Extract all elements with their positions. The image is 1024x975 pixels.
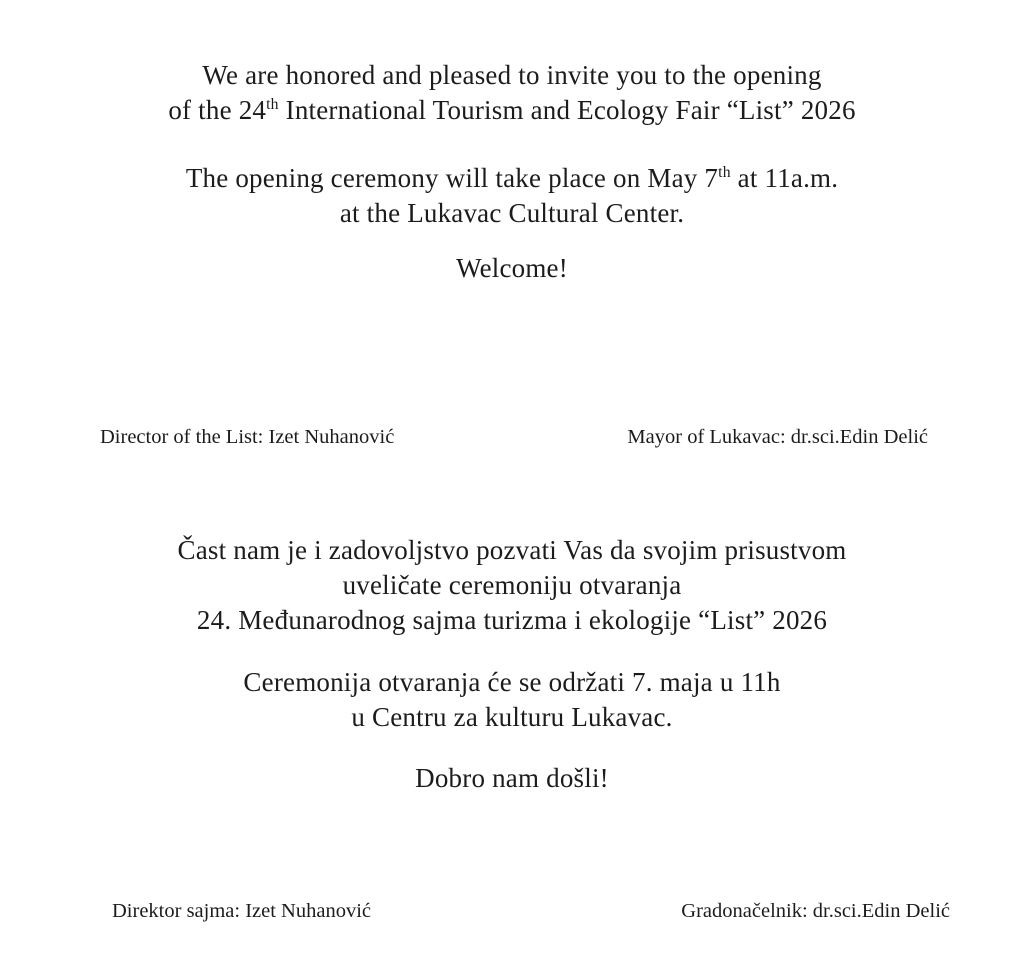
en-signature-mayor: Mayor of Lukavac: dr.sci.Edin Delić — [627, 426, 928, 448]
en-ceremony-line1 — [0, 161, 1024, 196]
en-invitation-line2-pre: of the 24 — [168, 95, 267, 125]
bs-ceremony-paragraph — [0, 665, 1024, 735]
en-welcome-text: Welcome! — [456, 253, 568, 283]
bs-ceremony-line1: Ceremonija otvaranja će se održati 7. maja u 11h — [243, 667, 781, 697]
en-ceremony-paragraph — [0, 161, 1024, 231]
bs-signature-row — [0, 898, 1024, 924]
ordinal-suffix-7th: th — [718, 164, 731, 181]
bs-welcome-text: Dobro nam došli! — [415, 763, 609, 793]
bs-invitation-line2: uveličate ceremoniju otvaranja — [342, 570, 682, 600]
ordinal-suffix-24th: th — [266, 96, 279, 113]
en-signature-director: Director of the List: Izet Nuhanović — [100, 426, 395, 448]
bs-signature-mayor: Gradonačelnik: dr.sci.Edin Delić — [681, 900, 950, 922]
bs-signature-director: Direktor sajma: Izet Nuhanović — [112, 900, 372, 922]
bs-invitation-paragraph — [0, 533, 1024, 638]
en-ceremony-line2: at the Lukavac Cultural Center. — [339, 198, 685, 228]
en-invitation-paragraph — [0, 58, 1024, 128]
en-invitation-line2-post: International Tourism and Ecology Fair “List” 2026 — [278, 95, 856, 125]
en-ceremony-line1-post: at 11a.m. — [730, 163, 839, 193]
en-ceremony-line1-pre: The opening ceremony will take place on May 7 — [185, 163, 719, 193]
bs-invitation-line3: 24. Međunarodnog sajma turizma i ekologije “List” 2026 — [196, 605, 828, 635]
bs-invitation-line1: Čast nam je i zadovoljstvo pozvati Vas da svojim prisustvom — [177, 535, 847, 565]
en-invitation-line1: We are honored and pleased to invite you to the opening — [202, 60, 822, 90]
en-signature-row — [0, 424, 1024, 450]
en-invitation-line2 — [0, 93, 1024, 128]
bs-ceremony-line2: u Centru za kulturu Lukavac. — [351, 702, 673, 732]
